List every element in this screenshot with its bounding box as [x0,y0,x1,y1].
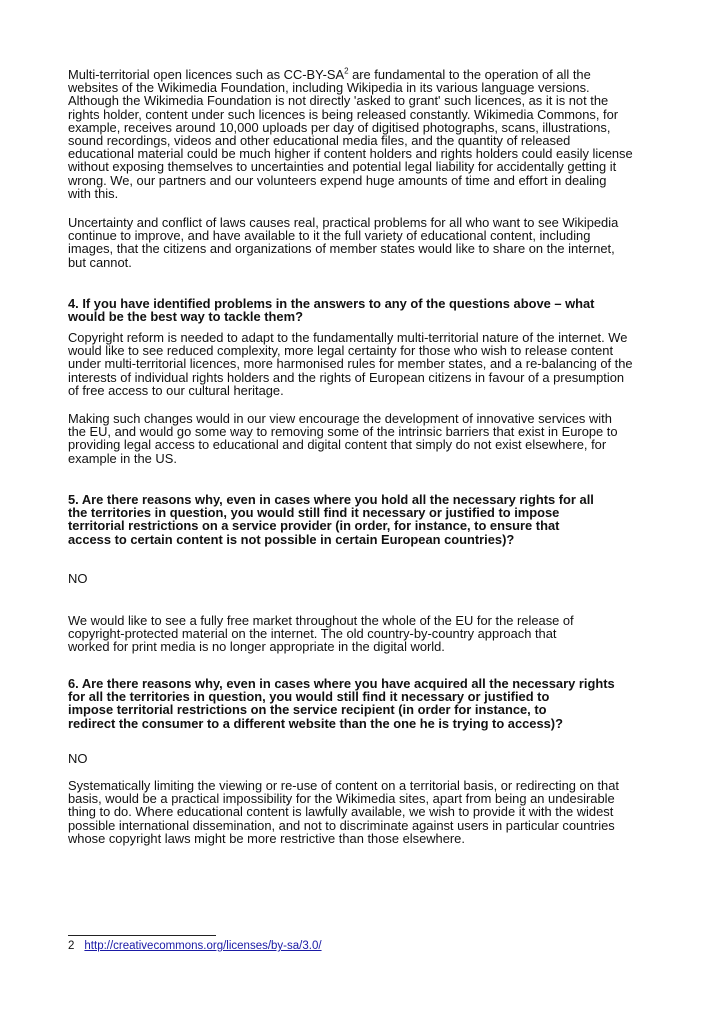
paragraph-copyright-reform: Copyright reform is needed to adapt to the fundamentally multi-territorial nature of the internet. We would like to see reduced complexity, more legal certainty for those who wish to release content under multi-territorial licences, more harmonised rules for member states, and a re-balancing of the interests of individual rights holders and the rights of European citizens in favour of a presumption of free access to our cultural heritage. [68,330,633,398]
footnote-number: 2 [68,940,75,952]
footnote-link[interactable]: http://creativecommons.org/licenses/by-sa/3.0/ [84,940,322,952]
paragraph-making-changes: Making such changes would in our view encourage the development of innovative services with the EU, and would go some way to removing some of the intrinsic barriers that exist in Europe to providing legal access to educational and digital content that simply do not exist elsewhere, for example in the US. [68,411,618,466]
paragraph-free-market: We would like to see a fully free market throughout the whole of the EU for the release of copyright-protected material on the internet. The old country-by-country approach that worked for print media is no longer appropriate in the digital world. [68,613,574,655]
paragraph-territorial-limiting: Systematically limiting the viewing or re-use of content on a territorial basis, or redirecting on that basis, would be a practical impossibility for the Wikimedia sites, apart from being an undesirable thing to do. Where educational content is lawfully available, we wish to provide it with the widest possible international dissemination, and not to discriminate against users in particular countries whose copyright laws might be more restrictive than those elsewhere. [68,778,619,846]
footnote [68,940,322,953]
footnote-divider [68,935,216,936]
paragraph-open-licences-text-b: are fundamental to the operation of all the websites of the Wikimedia Foundation, including Wikipedia in its various language versions. Although the Wikimedia Foundation is not directly 'asked to grant' such licences, as it is not the rights holder, content under such licences is being released constantly. Wikimedia Commons, for example, receives around 10,000 uploads per day of digitised photographs, scans, illustrations, sound recordings, videos and other educational media files, and the quantity of released educational material could be much higher if content holders and rights holders could easily license without exposing themselves to uncertainties and potential legal liability for accidentally getting it wrong. We, our partners and our volunteers expend huge amounts of time and effort in dealing with this. [68,67,633,201]
footnote-reference: 2 [344,66,349,76]
question-6-answer: NO [68,751,88,766]
question-5-heading: 5. Are there reasons why, even in cases where you hold all the necessary rights for all the territories in question, you would still find it necessary or justified to impose territorial restrictions on a service provider (in order, for instance, to ensure that access to certain content is not possible in certain European countries)? [68,492,594,547]
question-5-answer: NO [68,571,88,586]
question-4-heading: 4. If you have identified problems in the answers to any of the questions above – what would be the best way to tackle them? [68,296,595,325]
paragraph-open-licences [68,68,658,200]
question-6-heading: 6. Are there reasons why, even in cases where you have acquired all the necessary rights for all the territories in question, you would still find it necessary or justified to impose territorial restrictions on the service recipient (in order for instance, to redirect the consumer to a different website than the one he is trying to access)? [68,676,615,731]
paragraph-open-licences-text-a: Multi-territorial open licences such as CC-BY-SA [68,67,345,82]
paragraph-uncertainty: Uncertainty and conflict of laws causes real, practical problems for all who want to see Wikipedia continue to improve, and have available to it the full variety of educational content, including images, that the citizens and organizations of member states would like to share on the internet, but cannot. [68,215,619,270]
